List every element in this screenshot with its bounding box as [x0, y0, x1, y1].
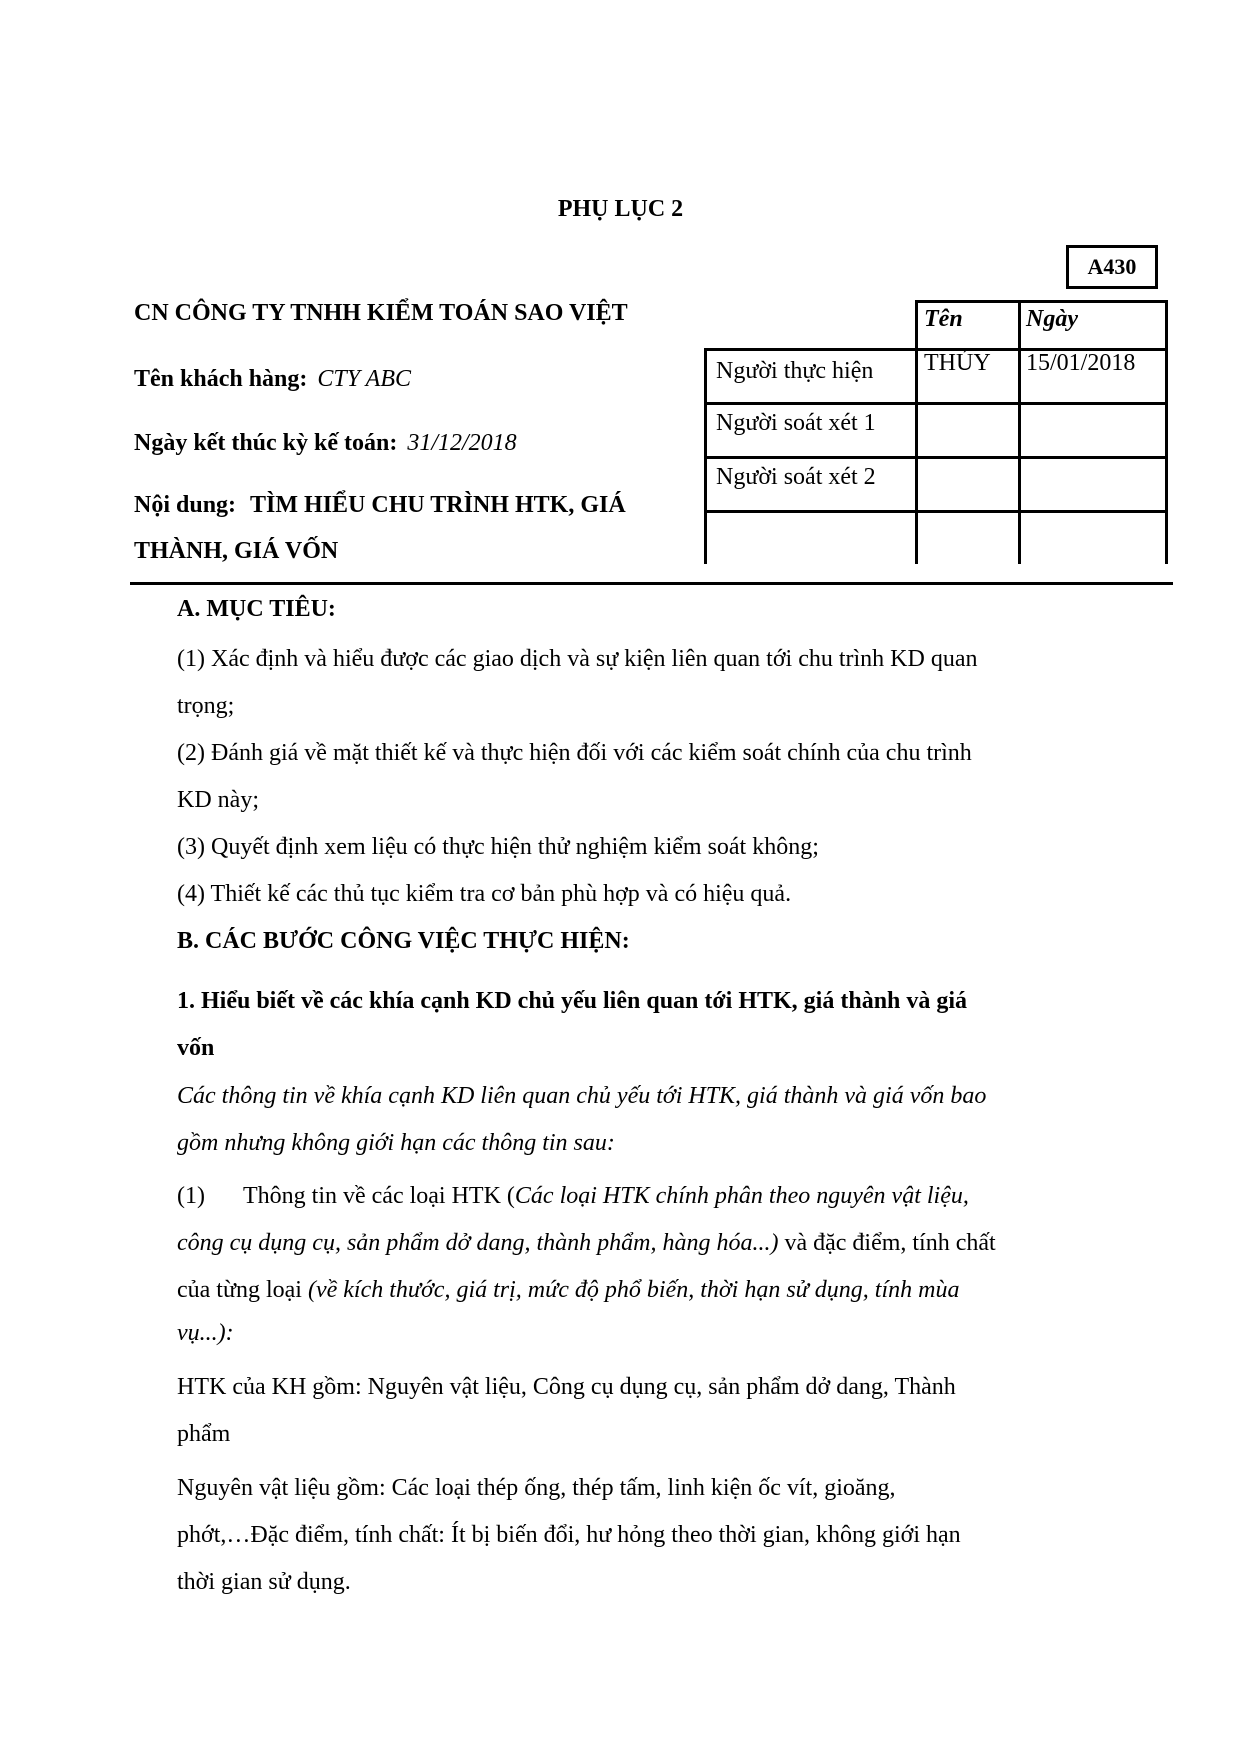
objective-1-line2: trọng; [177, 693, 235, 719]
content-row [134, 492, 626, 519]
inventory-para-line1: HTK của KH gồm: Nguyên vật liệu, Công cụ dụng cụ, sản phẩm dở dang, Thành [177, 1374, 956, 1400]
item-1-line3 [177, 1277, 959, 1304]
item-1-line3-text: của từng loại [177, 1277, 308, 1303]
signoff-table [704, 300, 1168, 564]
inventory-para-line2: phẩm [177, 1421, 231, 1447]
item-1-line4: vụ...): [177, 1320, 234, 1346]
client-row [134, 366, 411, 393]
item-1-text: Thông tin về các loại HTK ( [242, 1183, 515, 1209]
section-b-heading: B. CÁC BƯỚC CÔNG VIỆC THỰC HIỆN: [177, 928, 630, 954]
role-preparer: Người thực hiện [716, 358, 874, 384]
role-reviewer-1: Người soát xét 1 [716, 410, 876, 436]
item-1-italic: Các loại HTK chính phân theo nguyên vật liệu, [514, 1183, 969, 1209]
materials-para-line1: Nguyên vật liệu gồm: Các loại thép ống, thép tấm, linh kiện ốc vít, gioăng, [177, 1475, 896, 1501]
objective-3: (3) Quyết định xem liệu có thực hiện thử nghiệm kiểm soát không; [177, 834, 819, 860]
section-a-heading: A. MỤC TIÊU: [177, 596, 336, 622]
content-label: Nội dung: [134, 492, 237, 518]
objective-2-line1: (2) Đánh giá về mặt thiết kế và thực hiện đối với các kiểm soát chính của chu trình [177, 740, 972, 766]
period-end-value: 31/12/2018 [407, 430, 517, 456]
period-end-row [134, 430, 517, 457]
client-value: CTY ABC [317, 366, 411, 392]
content-value-line2: THÀNH, GIÁ VỐN [134, 538, 339, 564]
header-name: Tên [924, 306, 963, 332]
intro-line1: Các thông tin về khía cạnh KD liên quan chủ yếu tới HTK, giá thành và giá vốn bao [177, 1083, 987, 1109]
materials-para-line2: phớt,…Đặc điểm, tính chất: Ít bị biến đổi, hư hỏng theo thời gian, không giới hạn [177, 1522, 961, 1548]
item-1-line3-italic: (về kích thước, giá trị, mức độ phổ biến, thời hạn sử dụng, tính mùa [307, 1277, 960, 1303]
client-label: Tên khách hàng: [134, 366, 308, 392]
intro-line2: gồm nhưng không giới hạn các thông tin sau: [177, 1130, 615, 1156]
item-1-line2-italic: công cụ dụng cụ, sản phẩm dở dang, thành phẩm, hàng hóa...) [177, 1230, 779, 1256]
preparer-name: THÚY [924, 350, 991, 376]
item-1-number: (1) [177, 1183, 205, 1209]
company-name: CN CÔNG TY TNHH KIỂM TOÁN SAO VIỆT [134, 300, 628, 326]
objective-4: (4) Thiết kế các thủ tục kiểm tra cơ bản phù hợp và có hiệu quả. [177, 881, 792, 907]
header-divider [130, 582, 1173, 585]
content-value: TÌM HIỂU CHU TRÌNH HTK, GIÁ [250, 492, 626, 518]
period-end-label: Ngày kết thúc kỳ kế toán: [134, 430, 398, 456]
materials-para-line3: thời gian sử dụng. [177, 1569, 351, 1595]
item-1-line2 [177, 1230, 996, 1257]
document-title: PHỤ LỤC 2 [557, 196, 684, 222]
subsection-1-heading-line1: 1. Hiểu biết về các khía cạnh KD chủ yếu liên quan tới HTK, giá thành và giá [177, 988, 968, 1014]
objective-2-line2: KD này; [177, 787, 259, 813]
subsection-1-heading-line2: vốn [177, 1035, 215, 1061]
objective-1-line1: (1) Xác định và hiểu được các giao dịch và sự kiện liên quan tới chu trình KD quan [177, 646, 978, 672]
document-code-box: A430 [1066, 245, 1158, 289]
header-date: Ngày [1026, 306, 1078, 332]
role-reviewer-2: Người soát xét 2 [716, 464, 876, 490]
item-1-line2-text: và đặc điểm, tính chất [778, 1230, 996, 1256]
preparer-date: 15/01/2018 [1026, 350, 1136, 376]
item-1-line1 [177, 1183, 969, 1210]
